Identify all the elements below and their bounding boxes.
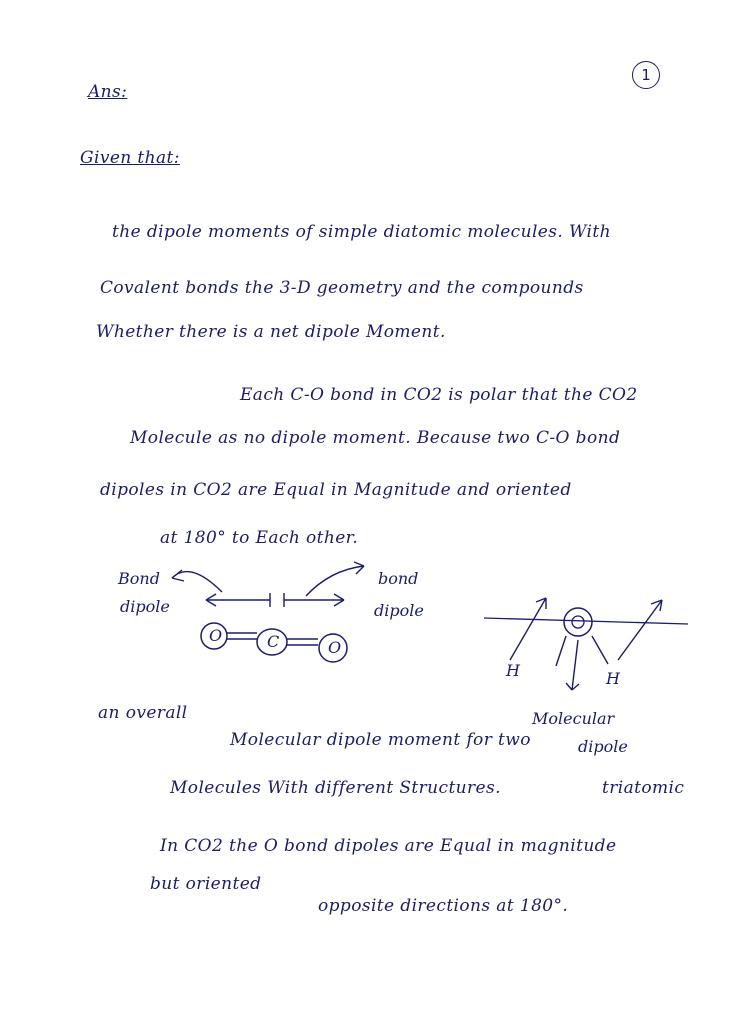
water-oxygen-atom (564, 608, 592, 636)
text-line-13: but oriented (150, 874, 262, 894)
text-line-8: an overall (98, 703, 188, 723)
text-line-2: Covalent bonds the 3-D geometry and the compounds (100, 278, 584, 298)
text-line-4: Each C-O bond in CO2 is polar that the CO2 (240, 385, 638, 405)
text-line-1: the dipole moments of simple diatomic molecules. With (112, 222, 611, 242)
net-dipole-arrow (572, 640, 578, 690)
oh-bond-dipole-right (618, 600, 662, 660)
text-line-7: at 180° to Each other. (160, 528, 359, 548)
text-line-9: Molecular dipole moment for two (230, 730, 531, 750)
hydrogen-atom-left: H (506, 661, 520, 680)
text-line-5: Molecule as no dipole moment. Because two C-O bond (130, 428, 621, 448)
svg-text:C: C (267, 632, 280, 651)
bond-dipole-label-left-1: Bond (118, 569, 160, 588)
curve-arrow-left (172, 572, 222, 592)
text-line-6: dipoles in CO2 are Equal in Magnitude and oriented (100, 480, 572, 500)
text-line-3: Whether there is a net dipole Moment. (96, 322, 446, 342)
curve-arrow-right (306, 566, 364, 596)
text-line-10: Molecules With different Structures. (170, 778, 501, 798)
svg-text:O: O (328, 638, 342, 657)
molecular-dipole-label-2: dipole (578, 737, 628, 756)
oh-bond-dipole-left (510, 598, 546, 660)
text-line-12: In CO2 the O bond dipoles are Equal in magnitude (160, 836, 617, 856)
svg-text:O: O (209, 626, 223, 645)
water-axis-line (484, 618, 688, 624)
hydrogen-atom-right: H (606, 669, 620, 688)
bond-dipole-label-left-2: dipole (120, 597, 170, 616)
given-heading: Given that: (80, 148, 180, 168)
bond-dipole-label-right-1: bond (378, 569, 419, 588)
text-line-14: opposite directions at 180°. (318, 896, 569, 916)
molecular-dipole-label-1: Molecular (532, 709, 615, 728)
answer-heading: Ans: (88, 82, 128, 102)
bond-dipole-label-right-2: dipole (374, 601, 424, 620)
page-number: 1 (632, 61, 660, 89)
text-line-11: triatomic (602, 778, 685, 798)
